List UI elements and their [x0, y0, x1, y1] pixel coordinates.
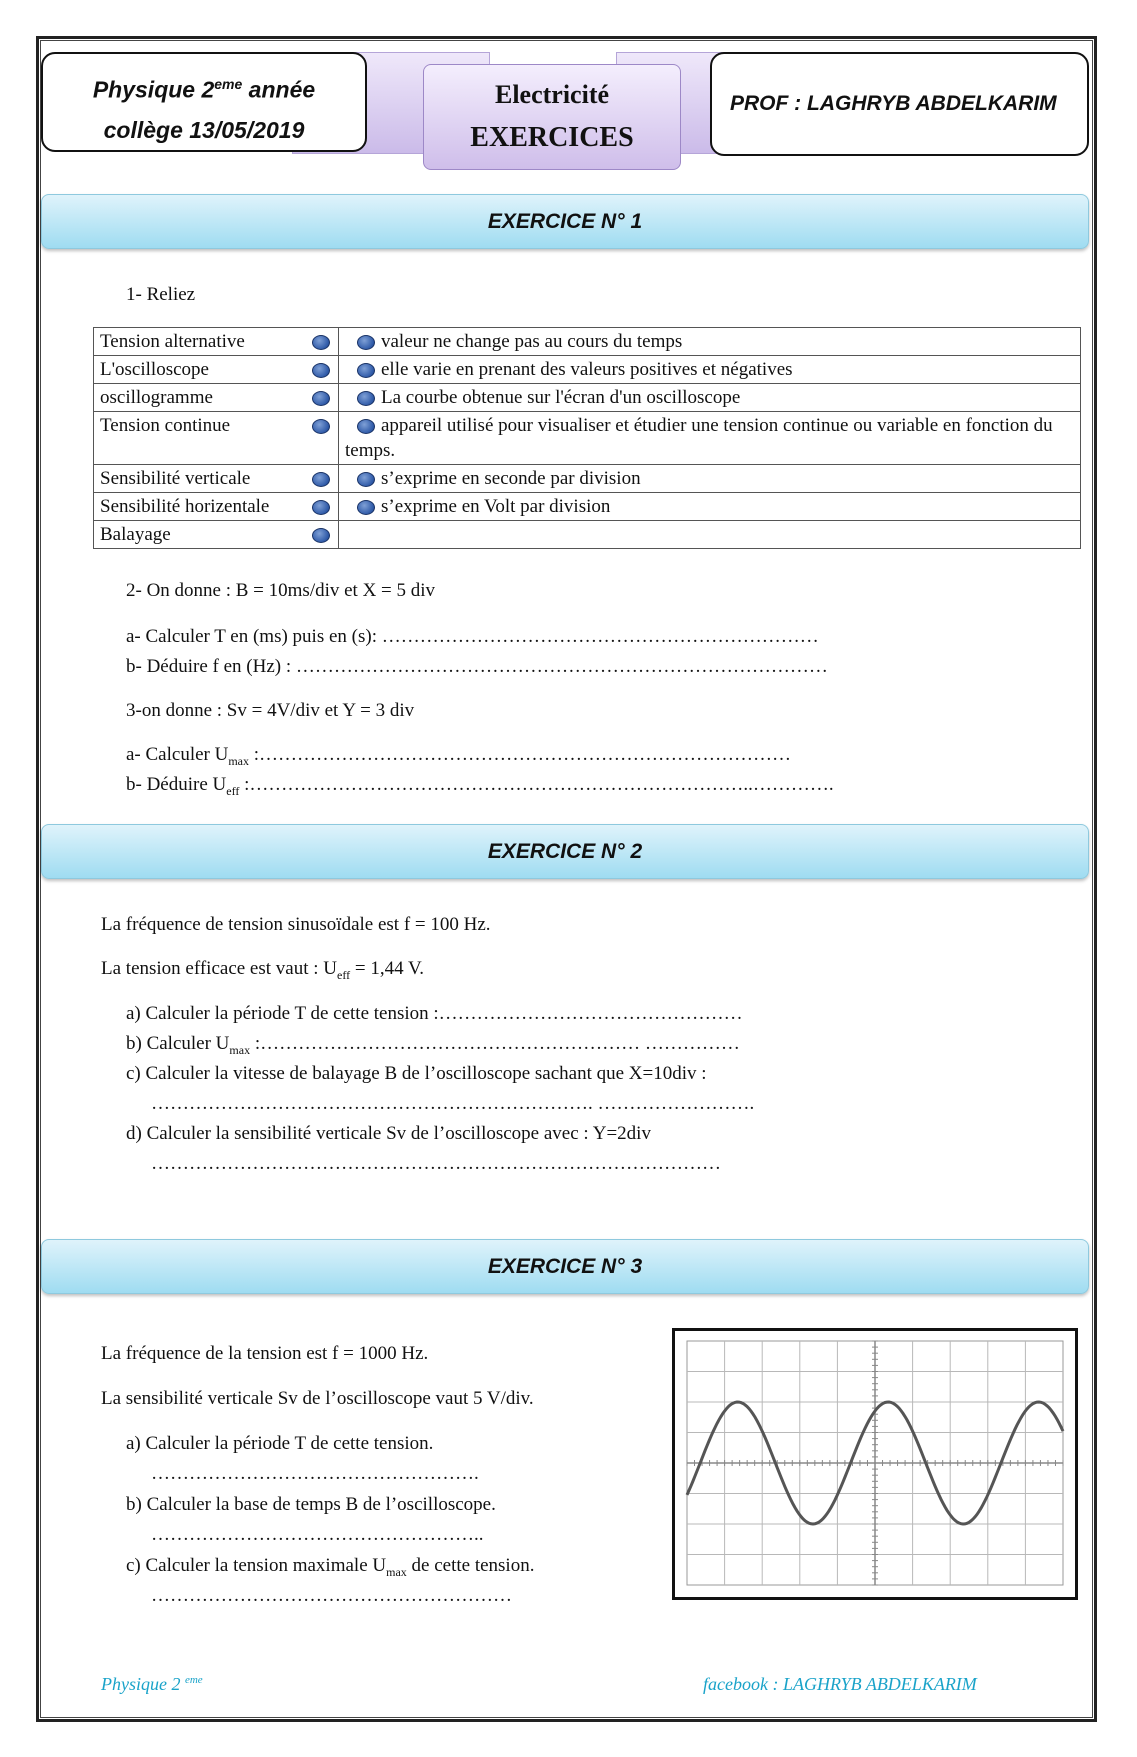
ex3-l1: La fréquence de la tension est f = 1000 Hz.	[101, 1343, 429, 1364]
header-class-sup: eme	[214, 76, 243, 92]
ex1-q3a	[126, 744, 791, 769]
ex3-a: a) Calculer la période T de cette tension.	[126, 1433, 434, 1454]
ex2-b-dots: :…………………………………………………… ……………	[250, 1033, 740, 1054]
footer-left-text: Physique 2	[101, 1674, 185, 1694]
ex1-q3: 3-on donne : Sv = 4V/div et Y = 3 div	[126, 700, 415, 721]
ribbon-title: EXERCICES	[470, 122, 634, 153]
header-teacher: PROF : LAGHRYB ABDELKARIM	[730, 92, 1057, 115]
exercise2-banner	[41, 824, 1089, 879]
ex2-l2-value: = 1,44 V.	[350, 958, 425, 979]
ex3-c-dots: …………………………………………………	[151, 1585, 512, 1606]
ex3-b: b) Calculer la base de temps B de l’oscilloscope.	[126, 1494, 496, 1515]
ex3-c	[126, 1555, 534, 1580]
match-left-cell	[94, 384, 339, 412]
ex1-q3a-text: a- Calculer U	[126, 744, 229, 765]
match-right-cell	[339, 493, 1081, 521]
match-dot-left[interactable]	[312, 500, 330, 515]
table-row	[94, 328, 1081, 356]
header-teacher-box	[710, 52, 1089, 156]
table-row	[94, 356, 1081, 384]
match-left-cell	[94, 521, 339, 549]
match-dot-left[interactable]	[312, 472, 330, 487]
match-dot-right[interactable]	[357, 419, 375, 434]
table-row	[94, 493, 1081, 521]
exercise3-banner	[41, 1239, 1089, 1294]
ex3-b-dots: ……………………………………………..	[151, 1524, 484, 1545]
ex1-q3b	[126, 774, 834, 799]
ex3-l2: La sensibilité verticale Sv de l’oscilloscope vaut 5 V/div.	[101, 1388, 534, 1409]
ex1-q3a-dots: :…………………………………………………………………………	[249, 744, 792, 765]
footer-right: facebook : LAGHRYB ABDELKARIM	[703, 1674, 977, 1694]
table-row	[94, 384, 1081, 412]
ex1-q1: 1- Reliez	[126, 284, 196, 305]
ex2-d-dots: ………………………………………………………………………………	[151, 1153, 721, 1174]
match-dot-left[interactable]	[312, 528, 330, 543]
match-left-label: L'oscilloscope	[100, 359, 209, 380]
matching-table	[93, 327, 1081, 549]
ex2-l2-text: La tension efficace est vaut : U	[101, 958, 337, 979]
ex3-c-suffix: de cette tension.	[406, 1555, 535, 1576]
table-row	[94, 412, 1081, 465]
header-class-line1-suffix: année	[242, 76, 316, 103]
table-row	[94, 465, 1081, 493]
match-right-label: s’exprime en seconde par division	[381, 468, 641, 489]
exercise3-title: EXERCICE N° 3	[487, 1255, 643, 1278]
exercise1-title: EXERCICE N° 1	[487, 210, 643, 233]
match-left-cell	[94, 412, 339, 465]
ex2-b-text: b) Calculer U	[126, 1033, 230, 1054]
match-right-label: elle varie en prenant des valeurs positives et négatives	[381, 359, 793, 380]
table-row	[94, 521, 1081, 549]
match-right-cell	[339, 465, 1081, 493]
match-left-label: Sensibilité verticale	[100, 468, 251, 489]
match-left-cell	[94, 356, 339, 384]
exercise2-title: EXERCICE N° 2	[487, 840, 643, 863]
header-class-box	[41, 52, 367, 152]
ex1-q2: 2- On donne : B = 10ms/div et X = 5 div	[126, 580, 436, 601]
ex3-c-text: c) Calculer la tension maximale U	[126, 1555, 387, 1576]
match-dot-right[interactable]	[357, 335, 375, 350]
ex1-q2b: b- Déduire f en (Hz) : …………………………………………………………………………	[126, 656, 828, 677]
match-dot-right[interactable]	[357, 363, 375, 378]
ribbon-subject: Electricité	[494, 80, 610, 109]
ex2-l2	[101, 958, 424, 983]
match-dot-left[interactable]	[312, 391, 330, 406]
oscillogram-figure	[672, 1328, 1078, 1600]
ex2-b	[126, 1033, 740, 1058]
match-left-label: Tension alternative	[100, 331, 245, 352]
ex2-l1: La fréquence de tension sinusoïdale est f = 100 Hz.	[101, 914, 491, 935]
header-ribbon	[423, 64, 681, 170]
ex1-q3b-sub: eff	[226, 783, 240, 798]
oscillogram-svg	[675, 1331, 1075, 1597]
match-right-label: appareil utilisé pour visualiser et étudier une tension continue ou variable en fonction du temps.	[345, 415, 1053, 461]
match-dot-left[interactable]	[312, 363, 330, 378]
match-right-cell	[339, 328, 1081, 356]
ex1-q3a-sub: max	[228, 753, 250, 768]
match-left-label: Sensibilité horizentale	[100, 496, 270, 517]
ex3-c-sub: max	[386, 1564, 407, 1579]
header-class-line2: collège 13/05/2019	[103, 116, 305, 143]
match-right-label: La courbe obtenue sur l'écran d'un oscilloscope	[381, 387, 741, 408]
ex2-c: c) Calculer la vitesse de balayage B de l’oscilloscope sachant que X=10div :	[126, 1063, 707, 1084]
match-dot-left[interactable]	[312, 419, 330, 434]
exercise1-banner	[41, 194, 1089, 249]
ex2-b-sub: max	[229, 1042, 251, 1057]
ex1-q3b-text: b- Déduire U	[126, 774, 227, 795]
match-right-cell	[339, 384, 1081, 412]
ex1-q2a: a- Calculer T en (ms) puis en (s): ……………………………………………………………	[126, 626, 819, 647]
match-right-label: s’exprime en Volt par division	[381, 496, 611, 517]
match-dot-left[interactable]	[312, 335, 330, 350]
match-dot-right[interactable]	[357, 472, 375, 487]
footer-left-sup: eme	[184, 1674, 203, 1686]
ex3-a-dots: …………………………………………….	[151, 1463, 479, 1484]
match-left-label: Tension continue	[100, 415, 231, 436]
match-right-cell	[339, 412, 1081, 465]
ex2-a: a) Calculer la période T de cette tension :…………………………………………	[126, 1003, 743, 1024]
match-right-cell	[339, 356, 1081, 384]
match-left-label: oscillogramme	[100, 387, 213, 408]
ex2-l2-sub: eff	[337, 967, 351, 982]
match-right-label: valeur ne change pas au cours du temps	[381, 331, 683, 352]
match-left-cell	[94, 328, 339, 356]
footer-left	[101, 1674, 203, 1695]
match-right-cell	[339, 521, 1081, 549]
match-left-cell	[94, 493, 339, 521]
ex2-c-dots: ……………………………………………………………. …………………….	[151, 1093, 755, 1114]
match-dot-right[interactable]	[357, 500, 375, 515]
ex1-q3b-dots: :……………………………………………………………………..………….	[239, 774, 834, 795]
match-left-label: Balayage	[100, 524, 171, 545]
match-dot-right[interactable]	[357, 391, 375, 406]
header-class-line1: Physique 2	[92, 76, 215, 103]
ex2-d: d) Calculer la sensibilité verticale Sv de l’oscilloscope avec : Y=2div	[126, 1123, 651, 1144]
match-left-cell	[94, 465, 339, 493]
